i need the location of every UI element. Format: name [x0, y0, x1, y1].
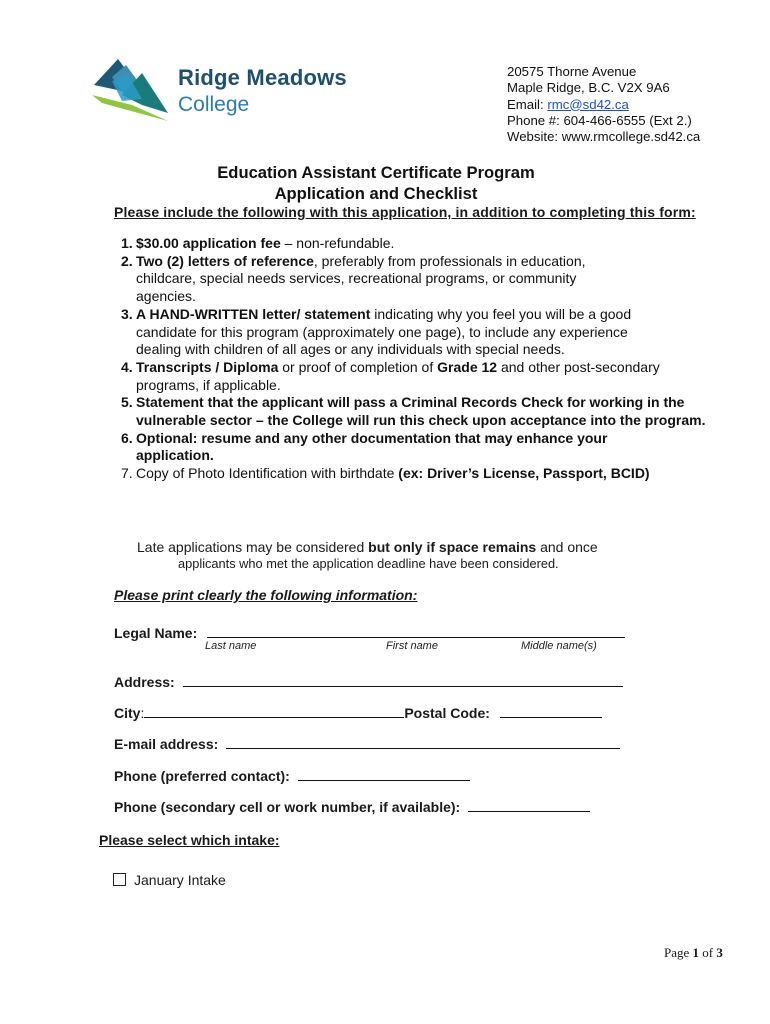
page-word: Page [664, 945, 693, 960]
city-input[interactable] [144, 703, 404, 718]
email-row [114, 734, 620, 752]
page-current: 1 [692, 945, 700, 960]
address-row [114, 672, 623, 690]
list-item [121, 430, 721, 465]
january-intake-option[interactable] [113, 872, 226, 888]
item-text-2: and other post-secondary programs, if applicable. [136, 358, 660, 393]
list-item [121, 253, 721, 306]
item-text: – non-refundable. [280, 235, 395, 251]
item-bold-2: Grade 12 [437, 358, 498, 375]
item-text: Copy of Photo Identification with birthdate [136, 465, 399, 482]
list-number: 4. [121, 358, 133, 375]
legal-name-row [114, 623, 625, 641]
list-number: 5. [121, 394, 133, 411]
late-note-bold: but only if space remains [368, 539, 537, 555]
list-number: 3. [121, 305, 133, 322]
email-label: E-mail address: [114, 736, 219, 752]
page-total: 3 [716, 945, 723, 960]
city-label: City [114, 705, 141, 721]
address-label: Address: [114, 674, 175, 690]
item-bold: (ex: Driver’s License, Passport, BCID) [398, 465, 650, 482]
city-row [114, 703, 602, 721]
list-number: 7. [121, 465, 133, 482]
address-line-2: Maple Ridge, B.C. V2X 9A6 [507, 80, 670, 96]
january-intake-label: January Intake [134, 872, 226, 888]
item-text: indicating why you feel you will be a good candidate for this program (approximately one page), to include any experience dealing with children of all ages or any individuals with special needs. [136, 305, 632, 358]
middle-name-caption: Middle name(s) [521, 640, 597, 652]
late-note-text: Late applications may be considered [137, 539, 369, 555]
item-text: , preferably from professionals in education, childcare, special needs services, recreational programs, or community agencies. [136, 252, 586, 305]
item-bold: $30.00 application fee [136, 235, 281, 251]
college-logo [92, 55, 362, 125]
intake-heading: Please select which intake: [99, 832, 280, 848]
phone-preferred-row [114, 766, 470, 784]
mountain-logo-icon [92, 55, 174, 123]
item-bold: A HAND-WRITTEN letter/ statement [136, 305, 371, 322]
document-title: Education Assistant Certificate Program [217, 163, 535, 182]
first-name-caption: First name [386, 640, 438, 652]
phone-secondary-input[interactable] [468, 797, 590, 812]
late-note-text-2: and once [536, 539, 598, 555]
logo-subtitle: College [178, 93, 250, 116]
item-bold: Two (2) letters of reference [136, 252, 314, 269]
intro-instruction: Please include the following with this application, in addition to completing this form: [114, 204, 696, 220]
postal-code-label: Postal Code: [404, 705, 490, 721]
email-line [507, 97, 700, 113]
address-input[interactable] [183, 672, 623, 687]
phone-line: Phone #: 604-466-6555 (Ext 2.) [507, 112, 692, 128]
page-number [664, 945, 723, 961]
phone-secondary-label: Phone (secondary cell or work number, if available): [114, 799, 461, 815]
list-number: 2. [121, 252, 133, 269]
postal-code-input[interactable] [500, 703, 602, 718]
phone-preferred-label: Phone (preferred contact): [114, 768, 290, 784]
late-note-line-2: applicants who met the application deadline have been considered. [178, 556, 559, 571]
email-input[interactable] [226, 734, 620, 749]
item-text: or proof of completion of [278, 358, 438, 375]
item-bold: Optional: resume and any other documentation that may enhance your application. [136, 429, 608, 464]
list-item [121, 306, 721, 359]
list-number: 1. [121, 235, 133, 251]
list-item [121, 465, 721, 483]
legal-name-label: Legal Name: [114, 625, 198, 641]
contact-info [507, 64, 700, 145]
list-number: 6. [121, 429, 133, 446]
phone-preferred-input[interactable] [298, 766, 470, 781]
city-colon: : [140, 705, 145, 721]
legal-name-input[interactable] [207, 623, 625, 638]
late-note-line-1 [137, 539, 598, 555]
document-subtitle: Application and Checklist [274, 184, 478, 203]
page-of: of [699, 945, 717, 960]
email-link[interactable]: rmc@sd42.ca [547, 96, 629, 112]
requirements-checklist [121, 235, 721, 483]
item-bold: Transcripts / Diploma [136, 358, 279, 375]
item-bold: Statement that the applicant will pass a Criminal Records Check for working in the vulnerable sector – the College will run this check upon acceptance into the program. [136, 394, 706, 429]
list-item [121, 394, 721, 429]
phone-secondary-row [114, 797, 590, 815]
address-line-1: 20575 Thorne Avenue [507, 64, 637, 79]
website-line: Website: www.rmcollege.sd42.ca [507, 129, 701, 145]
logo-name: Ridge Meadows [178, 65, 347, 90]
last-name-caption: Last name [205, 640, 257, 652]
print-clearly-heading: Please print clearly the following information: [114, 587, 418, 603]
list-item [121, 235, 721, 253]
list-item [121, 359, 721, 394]
january-intake-checkbox[interactable] [113, 873, 126, 886]
email-label: Email: [507, 96, 548, 112]
